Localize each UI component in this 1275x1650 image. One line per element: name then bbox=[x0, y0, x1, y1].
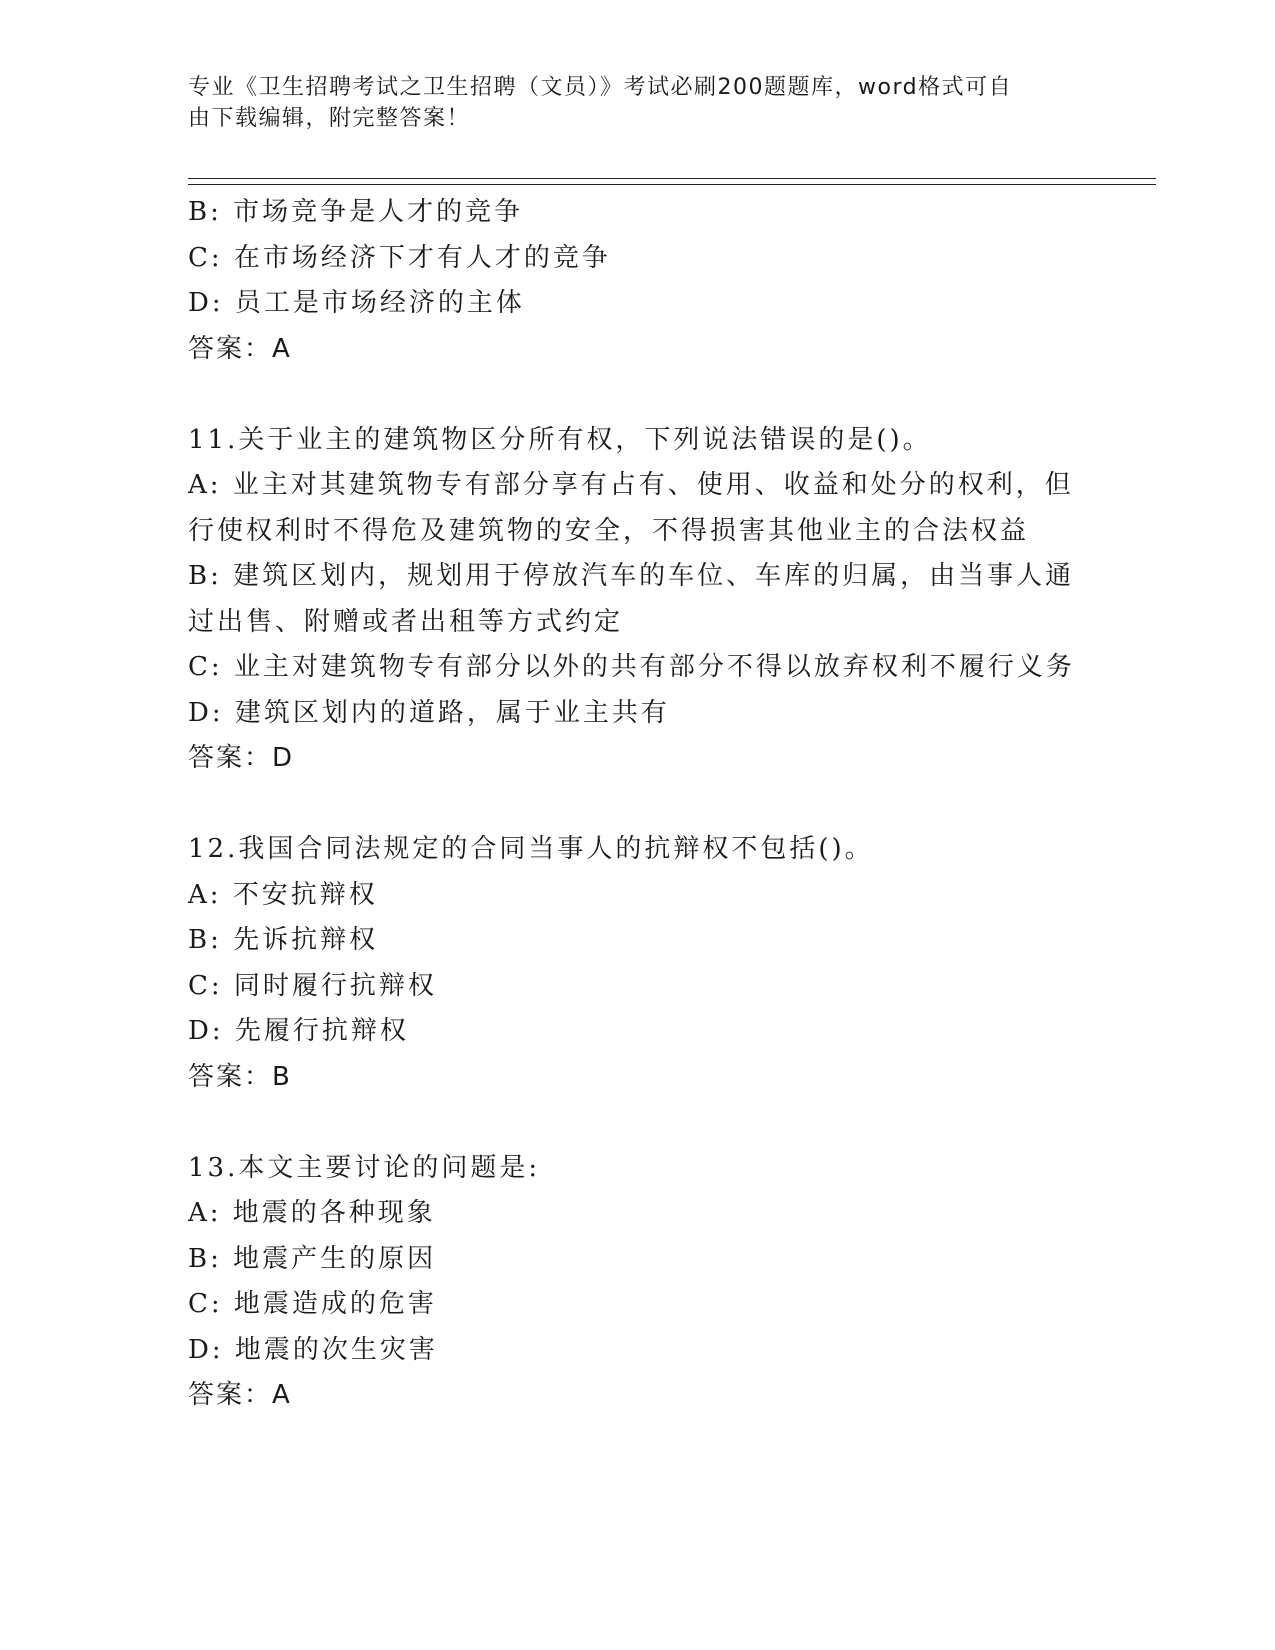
option-b-line-2: 过出售、附赠或者出租等方式约定 bbox=[188, 606, 624, 637]
option-b: B: 市场竞争是人才的竞争 bbox=[188, 197, 524, 227]
document-body bbox=[188, 190, 1108, 1419]
question-text: 13.本文主要讨论的问题是: bbox=[188, 1152, 541, 1183]
question-text: 12.我国合同法规定的合同当事人的抗辩权不包括()。 bbox=[188, 834, 874, 864]
question-12 bbox=[188, 827, 1108, 1100]
spacer bbox=[188, 372, 1108, 418]
option-a: A: 地震的各种现象 bbox=[188, 1198, 436, 1228]
option-c: C: 在市场经济下才有人才的竞争 bbox=[188, 242, 611, 273]
option-c: C: 地震造成的危害 bbox=[188, 1289, 437, 1319]
option-d: D: 建筑区划内的道路，属于业主共有 bbox=[188, 697, 670, 728]
option-c: C: 业主对建筑物专有部分以外的共有部分不得以放弃权利不履行义务 bbox=[188, 652, 1075, 682]
answer: 答案：A bbox=[188, 1380, 292, 1410]
option-b-line-1: B: 建筑区划内，规划用于停放汽车的车位、车库的归属，由当事人通 bbox=[188, 561, 1075, 591]
spacer bbox=[188, 782, 1108, 828]
answer: 答案：B bbox=[188, 1061, 292, 1092]
question-text: 11.关于业主的建筑物区分所有权，下列说法错误的是()。 bbox=[188, 424, 932, 455]
header-rule-bottom bbox=[188, 184, 1156, 185]
option-a: A: 不安抗辩权 bbox=[188, 879, 378, 910]
option-a-line-1: A: 业主对其建筑物专有部分享有占有、使用、收益和处分的权利，但 bbox=[188, 470, 1074, 500]
header-rule-top bbox=[188, 178, 1156, 179]
option-c: C: 同时履行抗辩权 bbox=[188, 970, 437, 1001]
header-line-1: 专业《卫生招聘考试之卫生招聘（文员）》考试必刷200题题库，word格式可自 bbox=[188, 75, 1013, 100]
question-13 bbox=[188, 1146, 1108, 1419]
option-d: D: 员工是市场经济的主体 bbox=[188, 288, 525, 318]
option-d: D: 先履行抗辩权 bbox=[188, 1016, 409, 1046]
question-10-tail bbox=[188, 190, 1108, 372]
option-a-line-2: 行使权利时不得危及建筑物的安全，不得损害其他业主的合法权益 bbox=[188, 515, 1030, 546]
option-b: B: 先诉抗辩权 bbox=[188, 925, 379, 955]
spacer bbox=[188, 1100, 1108, 1146]
header-line-2: 由下载编辑，附完整答案！ bbox=[188, 106, 471, 131]
option-b: B: 地震产生的原因 bbox=[188, 1243, 437, 1274]
answer: 答案：A bbox=[188, 333, 292, 364]
page-header bbox=[188, 72, 1068, 134]
option-d: D: 地震的次生灾害 bbox=[188, 1334, 438, 1365]
answer: 答案：D bbox=[188, 743, 295, 773]
question-11 bbox=[188, 418, 1108, 782]
